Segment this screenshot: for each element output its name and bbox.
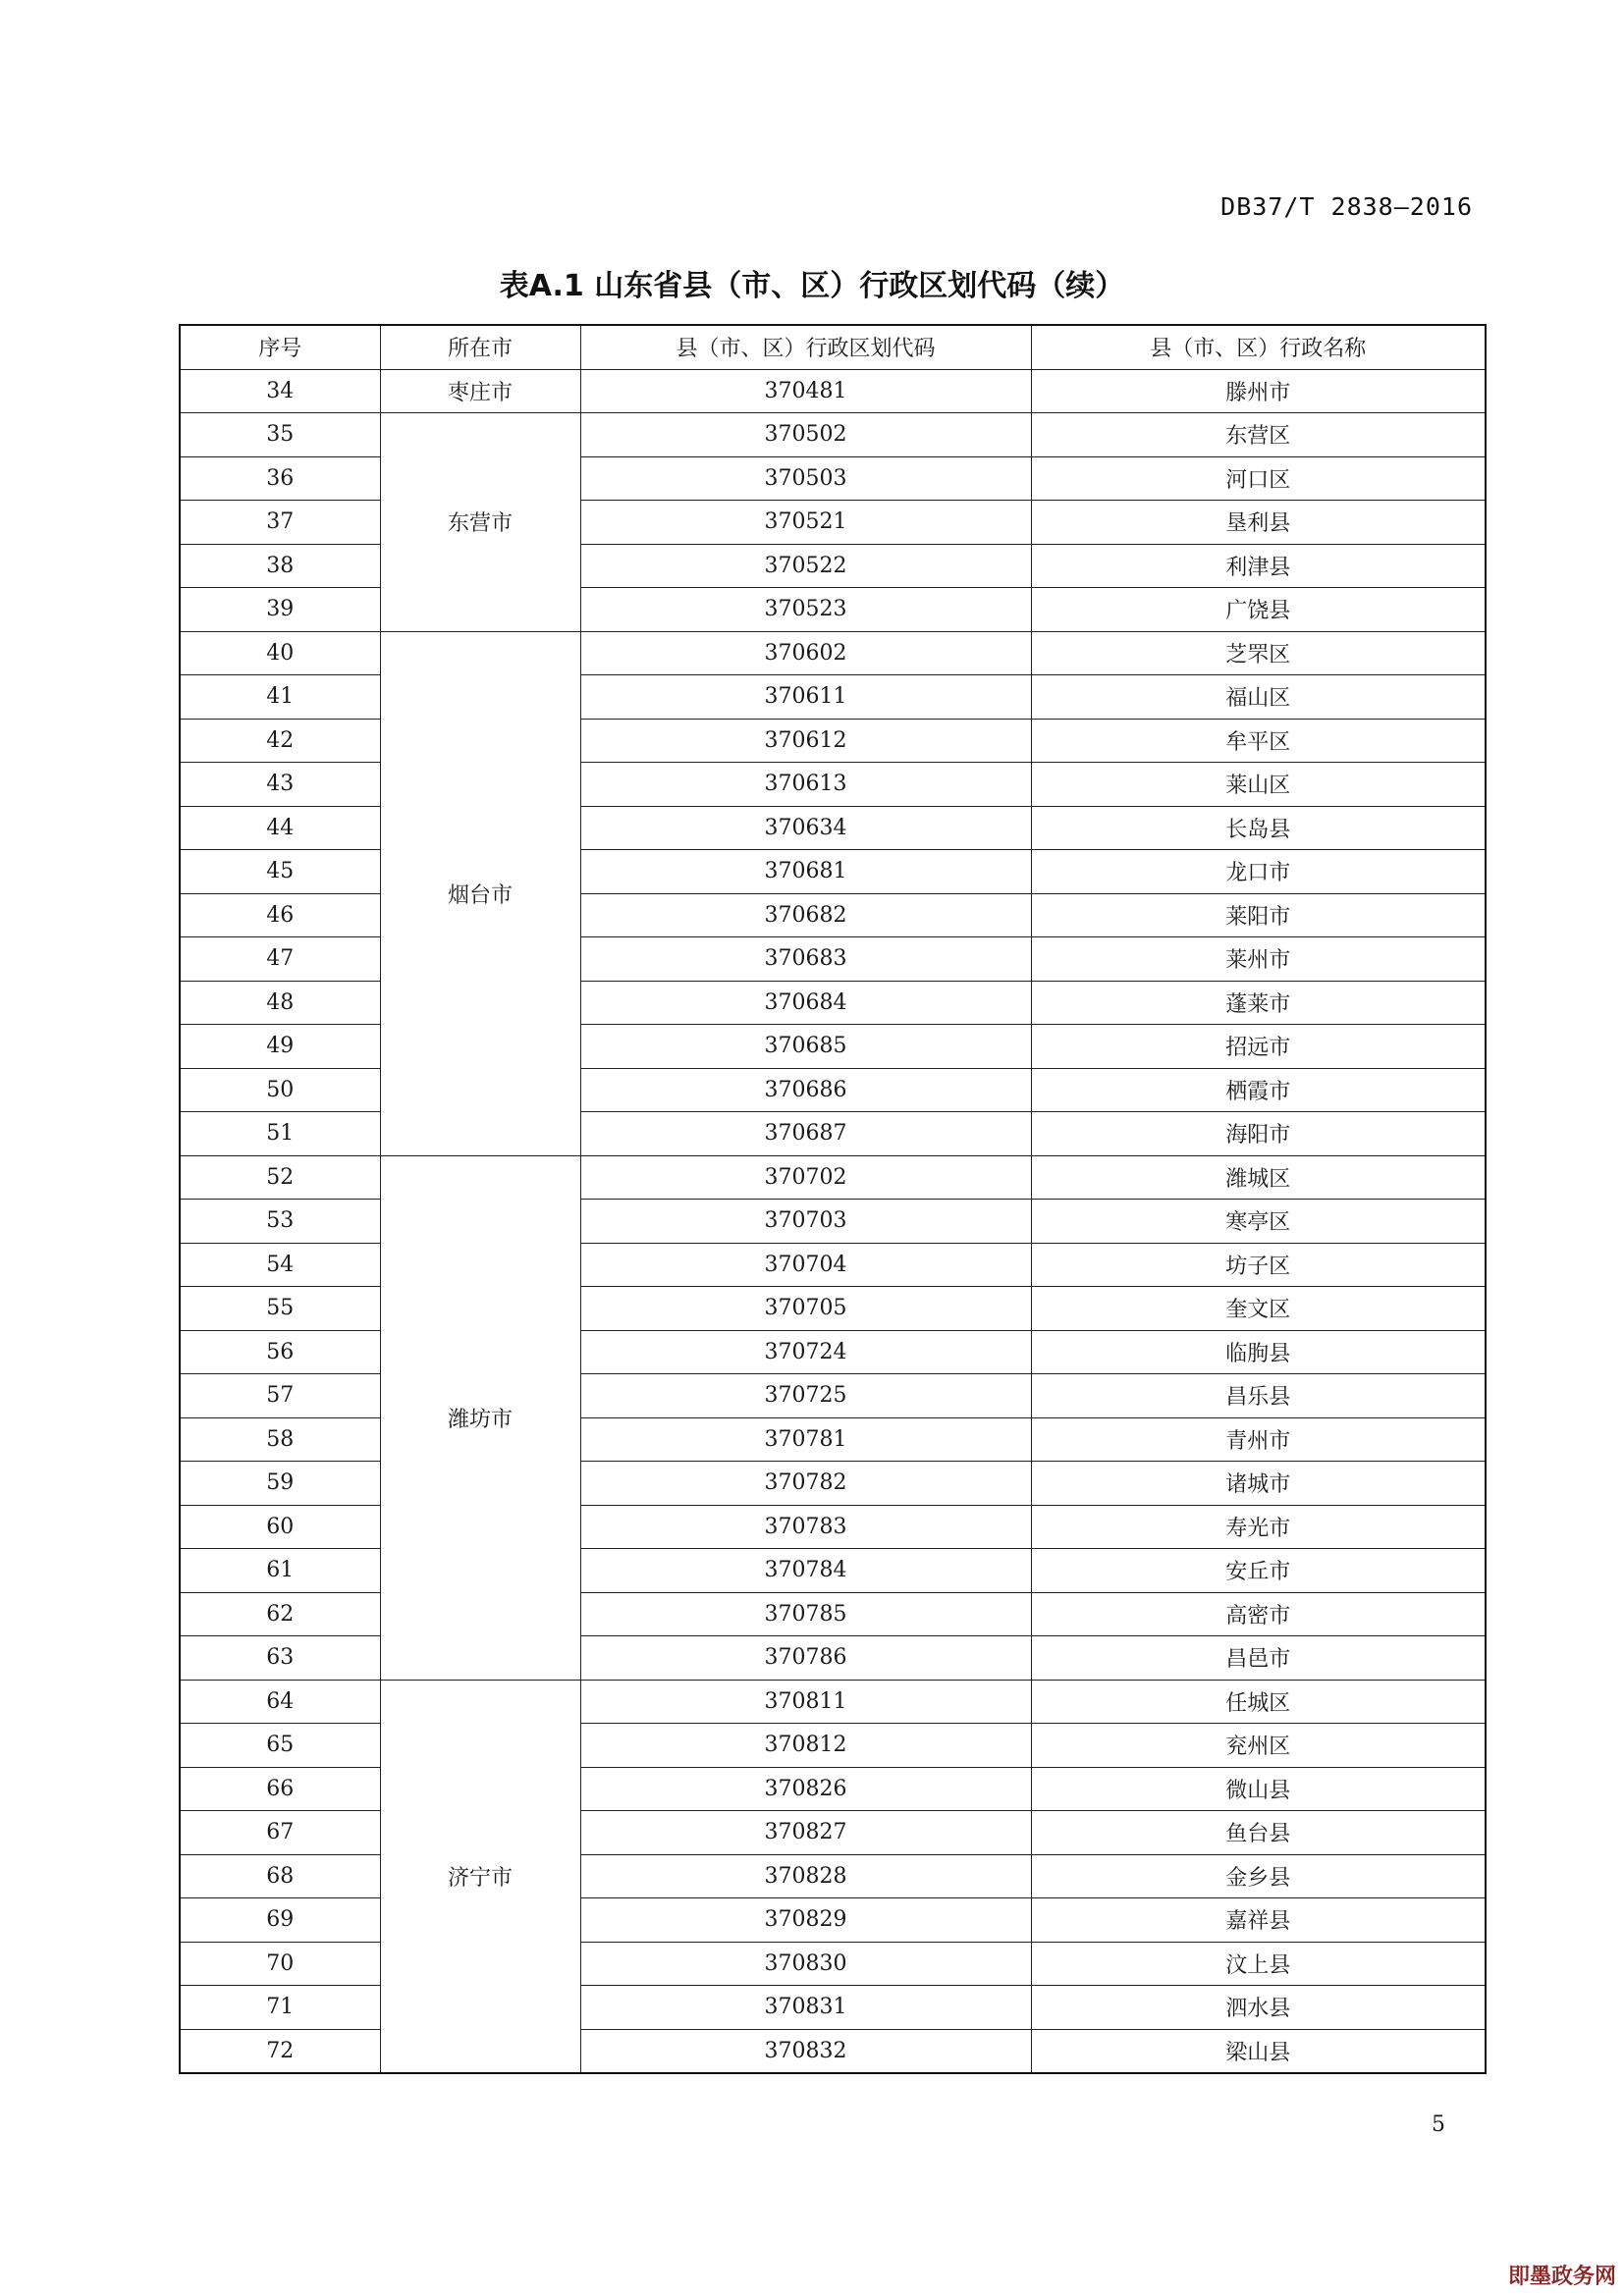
- serial-number-cell: 65: [180, 1724, 380, 1768]
- division-code-cell: 370703: [580, 1200, 1031, 1244]
- table-row: [180, 1287, 1486, 1331]
- division-code-cell: 370829: [580, 1898, 1031, 1943]
- division-code-cell: 370683: [580, 937, 1031, 982]
- division-name-cell: 长岛县: [1031, 806, 1486, 850]
- division-name-cell: 兖州区: [1031, 1724, 1486, 1768]
- table-row: [180, 413, 1486, 457]
- division-name-cell: 利津县: [1031, 544, 1486, 588]
- serial-number-cell: 40: [180, 631, 380, 675]
- division-code-cell: 370725: [580, 1374, 1031, 1418]
- table-title: 表A.1 山东省县（市、区）行政区划代码（续）: [499, 269, 1125, 303]
- serial-number-cell: 46: [180, 893, 380, 937]
- table-row: [180, 1767, 1486, 1811]
- division-name-cell: 莱山区: [1031, 763, 1486, 807]
- table-row: [180, 1680, 1486, 1724]
- column-header-city: 所在市: [380, 325, 580, 369]
- division-code-cell: 370832: [580, 2029, 1031, 2073]
- division-name-cell: 寒亭区: [1031, 1200, 1486, 1244]
- table-row: [180, 588, 1486, 632]
- table-row: [180, 1986, 1486, 2030]
- serial-number-cell: 71: [180, 1986, 380, 2030]
- serial-number-cell: 67: [180, 1811, 380, 1855]
- serial-number-cell: 42: [180, 719, 380, 763]
- table-row: [180, 893, 1486, 937]
- division-code-cell: 370786: [580, 1636, 1031, 1681]
- division-name-cell: 梁山县: [1031, 2029, 1486, 2073]
- table-row: [180, 1112, 1486, 1156]
- table-row: [180, 1243, 1486, 1287]
- division-name-cell: 诸城市: [1031, 1462, 1486, 1506]
- division-code-cell: 370781: [580, 1417, 1031, 1462]
- division-code-cell: 370681: [580, 850, 1031, 894]
- division-code-cell: 370611: [580, 675, 1031, 720]
- division-code-cell: 370602: [580, 631, 1031, 675]
- division-code-cell: 370503: [580, 456, 1031, 501]
- serial-number-cell: 63: [180, 1636, 380, 1681]
- division-code-cell: 370684: [580, 981, 1031, 1025]
- division-code-cell: 370826: [580, 1767, 1031, 1811]
- table-row: [180, 1462, 1486, 1506]
- division-name-cell: 莱阳市: [1031, 893, 1486, 937]
- table-row: [180, 1724, 1486, 1768]
- column-header-code: 县（市、区）行政区划代码: [580, 325, 1031, 369]
- table-row: [180, 719, 1486, 763]
- table-body: [180, 369, 1486, 2073]
- division-name-cell: 招远市: [1031, 1025, 1486, 1069]
- serial-number-cell: 70: [180, 1942, 380, 1986]
- table-row: [180, 1068, 1486, 1112]
- division-code-cell: 370811: [580, 1680, 1031, 1724]
- division-code-cell: 370481: [580, 369, 1031, 413]
- division-name-cell: 河口区: [1031, 456, 1486, 501]
- table-row: [180, 1898, 1486, 1943]
- table-row: [180, 1155, 1486, 1200]
- city-cell: 烟台市: [380, 631, 580, 1155]
- division-code-cell: 370686: [580, 1068, 1031, 1112]
- division-name-cell: 鱼台县: [1031, 1811, 1486, 1855]
- division-name-cell: 海阳市: [1031, 1112, 1486, 1156]
- division-code-cell: 370613: [580, 763, 1031, 807]
- division-code-cell: 370523: [580, 588, 1031, 632]
- division-name-cell: 蓬莱市: [1031, 981, 1486, 1025]
- table-row: [180, 1505, 1486, 1549]
- division-name-cell: 安丘市: [1031, 1549, 1486, 1593]
- division-code-cell: 370522: [580, 544, 1031, 588]
- table-row: [180, 937, 1486, 982]
- division-name-cell: 青州市: [1031, 1417, 1486, 1462]
- division-code-cell: 370782: [580, 1462, 1031, 1506]
- division-code-cell: 370830: [580, 1942, 1031, 1986]
- division-code-cell: 370502: [580, 413, 1031, 457]
- serial-number-cell: 58: [180, 1417, 380, 1462]
- division-code-cell: 370812: [580, 1724, 1031, 1768]
- division-code-cell: 370704: [580, 1243, 1031, 1287]
- table-row: [180, 544, 1486, 588]
- serial-number-cell: 64: [180, 1680, 380, 1724]
- serial-number-cell: 49: [180, 1025, 380, 1069]
- table-row: [180, 1942, 1486, 1986]
- division-code-cell: 370682: [580, 893, 1031, 937]
- division-name-cell: 奎文区: [1031, 1287, 1486, 1331]
- division-code-cell: 370634: [580, 806, 1031, 850]
- serial-number-cell: 53: [180, 1200, 380, 1244]
- division-name-cell: 微山县: [1031, 1767, 1486, 1811]
- division-name-cell: 福山区: [1031, 675, 1486, 720]
- serial-number-cell: 69: [180, 1898, 380, 1943]
- table-row: [180, 1636, 1486, 1681]
- division-code-cell: 370827: [580, 1811, 1031, 1855]
- table-row: [180, 850, 1486, 894]
- division-code-cell: 370724: [580, 1330, 1031, 1374]
- serial-number-cell: 43: [180, 763, 380, 807]
- serial-number-cell: 39: [180, 588, 380, 632]
- division-name-cell: 临朐县: [1031, 1330, 1486, 1374]
- division-name-cell: 任城区: [1031, 1680, 1486, 1724]
- division-name-cell: 坊子区: [1031, 1243, 1486, 1287]
- division-name-cell: 寿光市: [1031, 1505, 1486, 1549]
- serial-number-cell: 47: [180, 937, 380, 982]
- table-row: [180, 1417, 1486, 1462]
- table-row: [180, 1330, 1486, 1374]
- serial-number-cell: 54: [180, 1243, 380, 1287]
- division-name-cell: 汶上县: [1031, 1942, 1486, 1986]
- serial-number-cell: 61: [180, 1549, 380, 1593]
- table-row: [180, 1549, 1486, 1593]
- division-code-cell: 370828: [580, 1854, 1031, 1898]
- serial-number-cell: 57: [180, 1374, 380, 1418]
- division-name-cell: 高密市: [1031, 1592, 1486, 1636]
- division-name-cell: 龙口市: [1031, 850, 1486, 894]
- serial-number-cell: 48: [180, 981, 380, 1025]
- division-name-cell: 垦利县: [1031, 501, 1486, 545]
- watermark: 即墨政务网: [1507, 2265, 1616, 2289]
- division-name-cell: 潍城区: [1031, 1155, 1486, 1200]
- division-code-cell: 370831: [580, 1986, 1031, 2030]
- division-code-table: [179, 324, 1487, 2074]
- serial-number-cell: 51: [180, 1112, 380, 1156]
- table-row: [180, 1592, 1486, 1636]
- serial-number-cell: 36: [180, 456, 380, 501]
- table-row: [180, 1200, 1486, 1244]
- table-header-row: [180, 325, 1486, 369]
- city-cell: 东营市: [380, 413, 580, 632]
- division-code-cell: 370705: [580, 1287, 1031, 1331]
- serial-number-cell: 66: [180, 1767, 380, 1811]
- table-row: [180, 1374, 1486, 1418]
- table-row: [180, 456, 1486, 501]
- column-header-serial: 序号: [180, 325, 380, 369]
- table-row: [180, 806, 1486, 850]
- division-name-cell: 东营区: [1031, 413, 1486, 457]
- division-name-cell: 牟平区: [1031, 719, 1486, 763]
- table-row: [180, 2029, 1486, 2073]
- division-name-cell: 芝罘区: [1031, 631, 1486, 675]
- serial-number-cell: 62: [180, 1592, 380, 1636]
- table-row: [180, 981, 1486, 1025]
- division-code-cell: 370685: [580, 1025, 1031, 1069]
- division-code-cell: 370702: [580, 1155, 1031, 1200]
- serial-number-cell: 41: [180, 675, 380, 720]
- serial-number-cell: 59: [180, 1462, 380, 1506]
- serial-number-cell: 38: [180, 544, 380, 588]
- division-name-cell: 滕州市: [1031, 369, 1486, 413]
- page-number: 5: [1432, 2112, 1445, 2137]
- table-row: [180, 1854, 1486, 1898]
- division-name-cell: 广饶县: [1031, 588, 1486, 632]
- serial-number-cell: 52: [180, 1155, 380, 1200]
- division-name-cell: 泗水县: [1031, 1986, 1486, 2030]
- table-row: [180, 675, 1486, 720]
- table-row: [180, 1025, 1486, 1069]
- division-name-cell: 昌乐县: [1031, 1374, 1486, 1418]
- serial-number-cell: 50: [180, 1068, 380, 1112]
- column-header-name: 县（市、区）行政名称: [1031, 325, 1486, 369]
- division-name-cell: 嘉祥县: [1031, 1898, 1486, 1943]
- division-code-cell: 370521: [580, 501, 1031, 545]
- serial-number-cell: 68: [180, 1854, 380, 1898]
- division-name-cell: 昌邑市: [1031, 1636, 1486, 1681]
- serial-number-cell: 35: [180, 413, 380, 457]
- division-code-cell: 370612: [580, 719, 1031, 763]
- serial-number-cell: 34: [180, 369, 380, 413]
- division-code-cell: 370784: [580, 1549, 1031, 1593]
- serial-number-cell: 55: [180, 1287, 380, 1331]
- document-code: DB37/T 2838—2016: [1220, 192, 1473, 221]
- division-code-cell: 370785: [580, 1592, 1031, 1636]
- city-cell: 济宁市: [380, 1680, 580, 2073]
- division-name-cell: 金乡县: [1031, 1854, 1486, 1898]
- serial-number-cell: 44: [180, 806, 380, 850]
- division-code-cell: 370687: [580, 1112, 1031, 1156]
- table-row: [180, 501, 1486, 545]
- table-row: [180, 369, 1486, 413]
- division-name-cell: 莱州市: [1031, 937, 1486, 982]
- division-name-cell: 栖霞市: [1031, 1068, 1486, 1112]
- serial-number-cell: 45: [180, 850, 380, 894]
- serial-number-cell: 60: [180, 1505, 380, 1549]
- serial-number-cell: 37: [180, 501, 380, 545]
- table-row: [180, 631, 1486, 675]
- serial-number-cell: 72: [180, 2029, 380, 2073]
- division-code-cell: 370783: [580, 1505, 1031, 1549]
- serial-number-cell: 56: [180, 1330, 380, 1374]
- city-cell: 潍坊市: [380, 1155, 580, 1680]
- table-row: [180, 763, 1486, 807]
- table-row: [180, 1811, 1486, 1855]
- city-cell: 枣庄市: [380, 369, 580, 413]
